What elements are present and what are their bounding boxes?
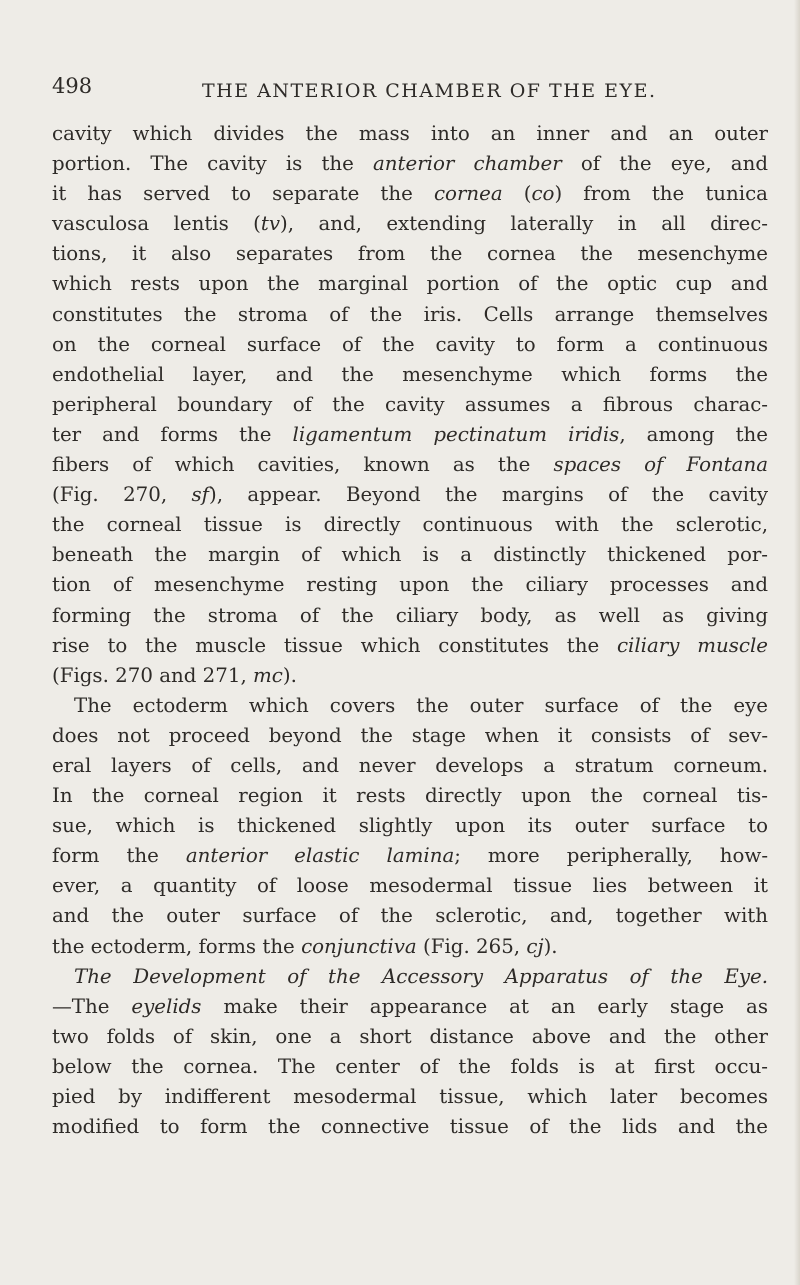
text-line: [52, 601, 768, 631]
text-run: —The: [52, 994, 132, 1018]
text-line: [52, 901, 768, 931]
text-run: (: [502, 182, 532, 206]
text-line: [52, 420, 768, 450]
text-run: which rests upon the marginal portion of the optic cup and: [52, 272, 768, 296]
text-run: modified to form the connective tissue of the lids and the: [52, 1115, 768, 1139]
text-line: [52, 871, 768, 901]
text-run: make their appearance at an early stage as: [201, 994, 769, 1018]
text-run: two folds of skin, one a short distance above and the other: [52, 1024, 768, 1048]
text-run: sue, which is thickened slightly upon its outer surface to: [52, 814, 768, 838]
text-line: [52, 480, 768, 510]
text-line: [52, 962, 768, 992]
italic-term: The Development of the Accessory Apparatus of the Eye.: [74, 964, 768, 988]
text-line: [52, 540, 768, 570]
text-run: ) from the tunica: [554, 182, 768, 206]
page-edge: [794, 0, 800, 1285]
text-line: [52, 932, 768, 962]
text-line: [52, 841, 768, 871]
italic-term: cornea: [433, 182, 503, 206]
text-line: [52, 992, 768, 1022]
text-run: ).: [282, 663, 297, 687]
text-run: of the eye, and: [561, 152, 768, 176]
text-run: (Fig. 270,: [52, 483, 192, 507]
italic-term: anterior elastic lamina: [185, 844, 455, 868]
text-line: [52, 721, 768, 751]
text-line: [52, 450, 768, 480]
text-run: (Fig. 265,: [416, 934, 527, 958]
italic-term: spaces of Fontana: [553, 453, 768, 477]
italic-term: eyelids: [131, 994, 202, 1018]
text-run: and the outer surface of the sclerotic, and, together with: [52, 904, 768, 928]
text-run: tions, it also separates from the cornea the mesenchyme: [52, 242, 768, 266]
text-run: portion. The cavity is the: [52, 152, 373, 176]
text-run: constitutes the stroma of the iris. Cells arrange themselves: [52, 302, 768, 326]
text-run: In the corneal region it rests directly upon the corneal tis-: [52, 784, 768, 808]
text-line: [52, 239, 768, 269]
text-run: on the corneal surface of the cavity to form a continuous: [52, 332, 768, 356]
text-line: [52, 751, 768, 781]
italic-term: tv: [260, 212, 281, 236]
text-line: [52, 691, 768, 721]
text-run: fibers of which cavities, known as the: [52, 453, 554, 477]
text-line: [52, 510, 768, 540]
text-line: [52, 570, 768, 600]
text-line: [52, 661, 768, 691]
italic-term: co: [531, 182, 555, 206]
text-line: [52, 631, 768, 661]
text-run: ).: [543, 934, 558, 958]
text-run: ever, a quantity of loose mesodermal tissue lies between it: [52, 874, 768, 898]
italic-term: ciliary muscle: [616, 633, 768, 657]
italic-term: sf: [191, 483, 210, 507]
text-line: [52, 269, 768, 299]
text-run: cavity which divides the mass into an inner and an outer: [52, 122, 768, 145]
text-run: rise to the muscle tissue which constitutes the: [52, 633, 617, 657]
body-text: [52, 119, 768, 1142]
italic-term: ligamentum pectinatum iridis: [292, 422, 620, 446]
text-line: [52, 1052, 768, 1082]
text-line: [52, 330, 768, 360]
text-run: peripheral boundary of the cavity assumes a fibrous charac-: [52, 392, 768, 416]
text-run: eral layers of cells, and never develops a stratum corneum.: [52, 753, 768, 777]
italic-term: cj: [526, 934, 544, 958]
italic-term: anterior chamber: [373, 152, 562, 176]
running-title: THE ANTERIOR CHAMBER OF THE EYE.: [202, 80, 657, 102]
text-run: tion of mesenchyme resting upon the ciliary processes and: [52, 573, 768, 597]
text-run: ; more peripherally, how-: [454, 844, 769, 868]
text-run: ), and, extending laterally in all direc-: [280, 212, 768, 236]
text-line: [52, 300, 768, 330]
text-run: does not proceed beyond the stage when it consists of sev-: [52, 723, 768, 747]
text-run: endothelial layer, and the mesenchyme which forms the: [52, 362, 768, 386]
text-run: ter and forms the: [52, 422, 293, 446]
text-line: [52, 360, 768, 390]
text-line: [52, 1022, 768, 1052]
text-run: the corneal tissue is directly continuous with the sclerotic,: [52, 513, 768, 537]
text-run: form the: [52, 844, 186, 868]
text-line: [52, 119, 768, 149]
text-line: [52, 149, 768, 179]
text-line: [52, 390, 768, 420]
italic-term: conjunctiva: [301, 934, 417, 958]
page-number: 498: [52, 74, 93, 98]
text-line: [52, 209, 768, 239]
text-line: [52, 811, 768, 841]
italic-term: mc: [253, 663, 283, 687]
text-run: the ectoderm, forms the: [52, 934, 302, 958]
text-run: beneath the margin of which is a distinctly thickened por-: [52, 543, 768, 567]
text-run: forming the stroma of the ciliary body, as well as giving: [52, 603, 768, 627]
text-run: vasculosa lentis (: [52, 212, 261, 236]
text-run: pied by indifferent mesodermal tissue, which later becomes: [52, 1085, 768, 1108]
text-line: [52, 1112, 768, 1142]
text-run: The ectoderm which covers the outer surface of the eye: [74, 693, 768, 717]
text-line: [52, 179, 768, 209]
text-run: ), appear. Beyond the margins of the cavity: [209, 483, 768, 507]
text-run: below the cornea. The center of the folds is at first occu-: [52, 1054, 768, 1078]
text-run: it has served to separate the: [52, 182, 434, 206]
text-line: [52, 781, 768, 811]
text-run: (Figs. 270 and 271,: [52, 663, 254, 687]
text-run: , among the: [619, 422, 768, 446]
text-line: [52, 1082, 768, 1112]
